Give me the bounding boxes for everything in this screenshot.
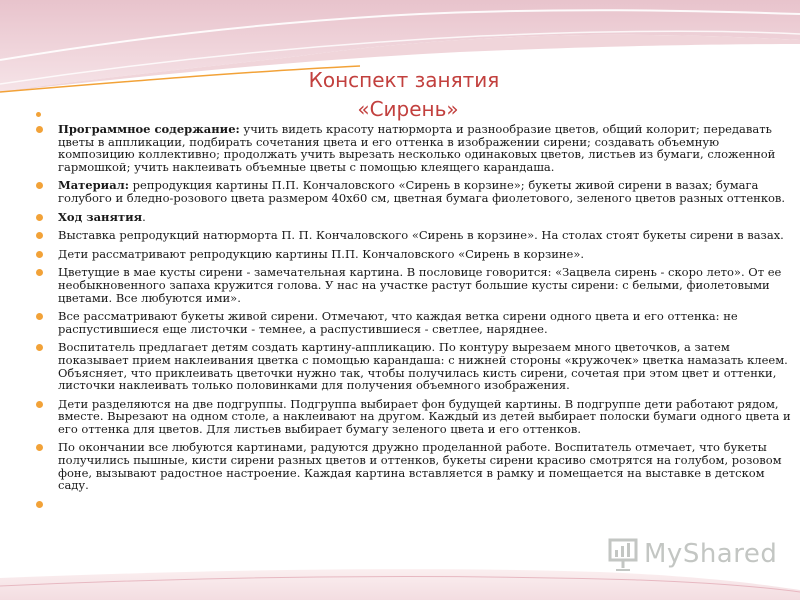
list-item <box>34 248 792 261</box>
list-item-program <box>34 123 792 173</box>
item-text: Дети рассматривают репродукцию картины П.П. Кончаловского «Сирень в корзине». <box>58 246 585 261</box>
item-text: Воспитатель предлагает детям создать картину-аппликацию. По контуру вырезаем много цветочков, а затем показывает прием наклеивания цветка с помощью карандаша: с нижней стороны «кружочек» цветка намазать клеем. Объясняет, что приклеивать цветочки нужно так, чтобы получилась кисть сирени, сочетая при этом цвет и оттенки, листочки наклеивать только половинками для получения объемного изображения. <box>58 340 788 393</box>
item-text: учить видеть красоту натюрморта и разнообразие цветов, общий колорит; передавать цветы в аппликации, подбирать сочетания цвета и его оттенка в изображении сирени; создавать объемную композицию коллективно; продолжать учить вырезать несколько одинаковых цветов, листьев из бумаги, сложенной гармошкой; учить наклеивать объемные цветы с помощью клеящего карандаша. <box>58 122 776 174</box>
item-bold: Программное содержание: <box>58 122 240 136</box>
list-item-material <box>34 179 792 204</box>
item-text: репродукция картины П.П. Кончаловского «Сирень в корзине»; букеты живой сирени в вазах; бумага голубого и бледно-розового цвета размером 40х60 см, цветная бумага фиолетового, зеленого цветов разных оттенков. <box>58 178 786 205</box>
item-text: Цветущие в мае кусты сирени - замечательная картина. В пословице говорится: «Зацвела сирень - скоро лето». От ее необыкновенного запаха кружится голова. У нас на участке растут большие кусты сирени: с белыми, фиолетовыми цветами. Все любуются ими». <box>58 265 782 305</box>
list-item-lesson-course <box>34 211 792 224</box>
item-bold: Ход занятия <box>58 209 143 224</box>
title-line-1: Конспект занятия <box>308 68 500 92</box>
logo-text: MyShared <box>644 539 778 569</box>
list-item <box>34 310 792 335</box>
item-text: Дети разделяются на две подгруппы. Подгруппа выбирает фон будущей картины. В подгруппе дети работают рядом, вместе. Вырезают на одном столе, а наклеивают на другом. Каждый из детей выбирает полоски бумаги одного цвета и его оттенка для цветов. Для листьев выбирает бумагу зеленого цвета и его оттенков. <box>58 396 791 436</box>
watermark-logo <box>608 536 777 572</box>
slide-title <box>0 66 800 124</box>
item-text: . <box>142 209 146 224</box>
list-item <box>34 341 792 391</box>
list-item-empty <box>34 498 792 510</box>
list-item <box>34 398 792 436</box>
list-item <box>34 441 792 491</box>
item-bold: Материал: <box>58 178 129 193</box>
list-item <box>34 266 792 304</box>
item-text: Все рассматривают букеты живой сирени. Отмечают, что каждая ветка сирени одного цвета и его оттенка: не распустившиеся еще листочки - темнее, а распустившиеся - светлее, наряднее. <box>58 309 738 336</box>
list-item <box>34 229 792 242</box>
item-text: По окончании все любуются картинами, радуются дружно проделанной работе. Воспитатель отмечает, что букеты получились пышные, кисти сирени разных цветов и оттенков, букеты сирени красиво смотрятся на голубом, розовом фоне, вызывают радостное настроение. Каждая картина вставляется в рамку и помещается на выставке в детском саду. <box>58 440 782 493</box>
empty-bullet-small <box>36 112 41 117</box>
content-list <box>34 123 792 516</box>
title-line-2: «Сирень» <box>357 97 459 121</box>
item-text: Выставка репродукций натюрморта П. П. Кончаловского «Сирень в корзине». На столах стоят букеты сирени в вазах. <box>58 228 784 243</box>
presentation-board-icon <box>608 537 638 571</box>
